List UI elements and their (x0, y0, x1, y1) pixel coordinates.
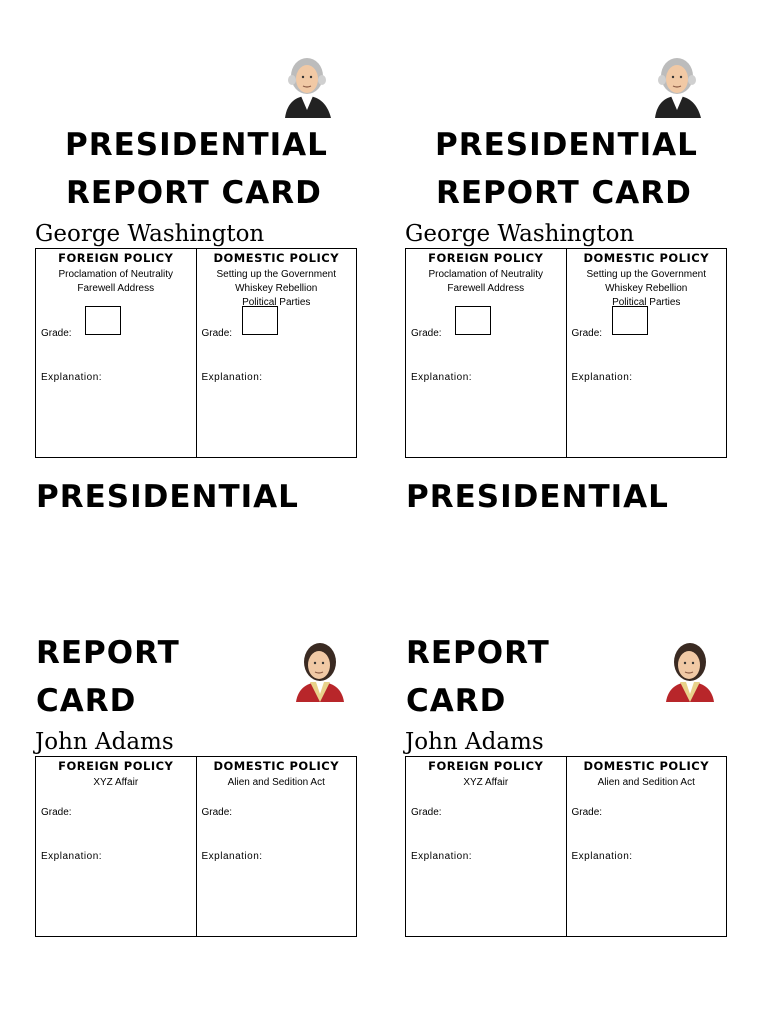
card-title-line-2: REPORT CARD (66, 175, 322, 211)
report-card-washington-right (370, 0, 754, 470)
domestic-explanation-label: Explanation: (201, 372, 263, 383)
domestic-explanation-label: Explanation: (571, 372, 633, 383)
domestic-policy-item: Setting up the Government (586, 269, 707, 280)
president-name: George Washington (405, 221, 635, 247)
foreign-policy-column (36, 757, 196, 936)
foreign-policy-item: Farewell Address (77, 283, 155, 294)
president-name: George Washington (35, 221, 265, 247)
foreign-policy-item: Proclamation of Neutrality (58, 269, 173, 280)
john-adams-portrait-icon (662, 638, 718, 704)
domestic-policy-column (566, 249, 727, 457)
george-washington-portrait-icon (277, 50, 337, 120)
card-title-line-2: REPORT (36, 635, 180, 671)
foreign-policy-heading: FOREIGN POLICY (58, 759, 174, 773)
domestic-grade-label: Grade: (571, 807, 603, 818)
domestic-policy-item: Setting up the Government (216, 269, 337, 280)
domestic-policy-item: Alien and Sedition Act (597, 777, 695, 788)
report-card-adams-right (370, 470, 754, 950)
president-name: John Adams (35, 729, 174, 755)
foreign-grade-label: Grade: (41, 807, 72, 818)
foreign-policy-heading: FOREIGN POLICY (58, 251, 174, 265)
foreign-grade-box[interactable] (85, 306, 121, 335)
domestic-policy-items (197, 268, 357, 310)
domestic-policy-item: Whiskey Rebellion (235, 283, 318, 294)
president-name: John Adams (405, 729, 544, 755)
domestic-policy-item: Political Parties (612, 297, 681, 308)
john-adams-portrait-icon (292, 638, 348, 704)
foreign-explanation-label: Explanation: (411, 372, 473, 383)
foreign-explanation-label: Explanation: (41, 851, 103, 862)
domestic-grade-label: Grade: (571, 328, 603, 339)
domestic-policy-item: Alien and Sedition Act (227, 777, 325, 788)
domestic-policy-column (566, 757, 727, 936)
foreign-policy-item: Farewell Address (447, 283, 525, 294)
domestic-grade-box[interactable] (242, 306, 278, 335)
foreign-grade-box[interactable] (455, 306, 491, 335)
foreign-policy-item: Proclamation of Neutrality (428, 269, 543, 280)
domestic-policy-items (197, 776, 357, 790)
domestic-grade-box[interactable] (612, 306, 648, 335)
foreign-grade-label: Grade: (411, 807, 442, 818)
foreign-grade-label: Grade: (41, 328, 72, 339)
domestic-policy-column (196, 757, 357, 936)
policy-grid (405, 756, 727, 937)
domestic-policy-items (567, 776, 727, 790)
card-title-line-1: PRESIDENTIAL (435, 127, 698, 163)
card-title-line-1: PRESIDENTIAL (36, 479, 299, 515)
domestic-policy-column (196, 249, 357, 457)
domestic-policy-heading: DOMESTIC POLICY (213, 759, 340, 773)
foreign-policy-items (36, 268, 196, 296)
card-title-line-2: REPORT (406, 635, 550, 671)
foreign-grade-label: Grade: (411, 328, 442, 339)
george-washington-portrait-icon (647, 50, 707, 120)
domestic-policy-heading: DOMESTIC POLICY (213, 251, 340, 265)
foreign-policy-items (406, 776, 566, 790)
report-card-adams-left (0, 470, 384, 950)
card-title-line-1: PRESIDENTIAL (65, 127, 328, 163)
foreign-policy-items (36, 776, 196, 790)
domestic-explanation-label: Explanation: (571, 851, 633, 862)
report-card-washington-left (0, 0, 384, 470)
card-title-line-3: CARD (406, 683, 507, 719)
domestic-policy-item: Whiskey Rebellion (605, 283, 688, 294)
card-title-line-1: PRESIDENTIAL (406, 479, 669, 515)
domestic-policy-item: Political Parties (242, 297, 311, 308)
foreign-explanation-label: Explanation: (41, 372, 103, 383)
foreign-policy-item: XYZ Affair (463, 777, 509, 788)
domestic-grade-label: Grade: (201, 807, 233, 818)
foreign-policy-column (406, 249, 566, 457)
domestic-explanation-label: Explanation: (201, 851, 263, 862)
domestic-policy-items (567, 268, 727, 310)
foreign-policy-items (406, 268, 566, 296)
foreign-explanation-label: Explanation: (411, 851, 473, 862)
domestic-policy-heading: DOMESTIC POLICY (583, 251, 710, 265)
card-title-line-3: CARD (36, 683, 137, 719)
foreign-policy-heading: FOREIGN POLICY (428, 251, 544, 265)
policy-grid (35, 756, 357, 937)
foreign-policy-heading: FOREIGN POLICY (428, 759, 544, 773)
card-title-line-2: REPORT CARD (436, 175, 692, 211)
domestic-grade-label: Grade: (201, 328, 233, 339)
policy-grid (405, 248, 727, 458)
foreign-policy-column (36, 249, 196, 457)
domestic-policy-heading: DOMESTIC POLICY (583, 759, 710, 773)
foreign-policy-item: XYZ Affair (93, 777, 139, 788)
policy-grid (35, 248, 357, 458)
foreign-policy-column (406, 757, 566, 936)
